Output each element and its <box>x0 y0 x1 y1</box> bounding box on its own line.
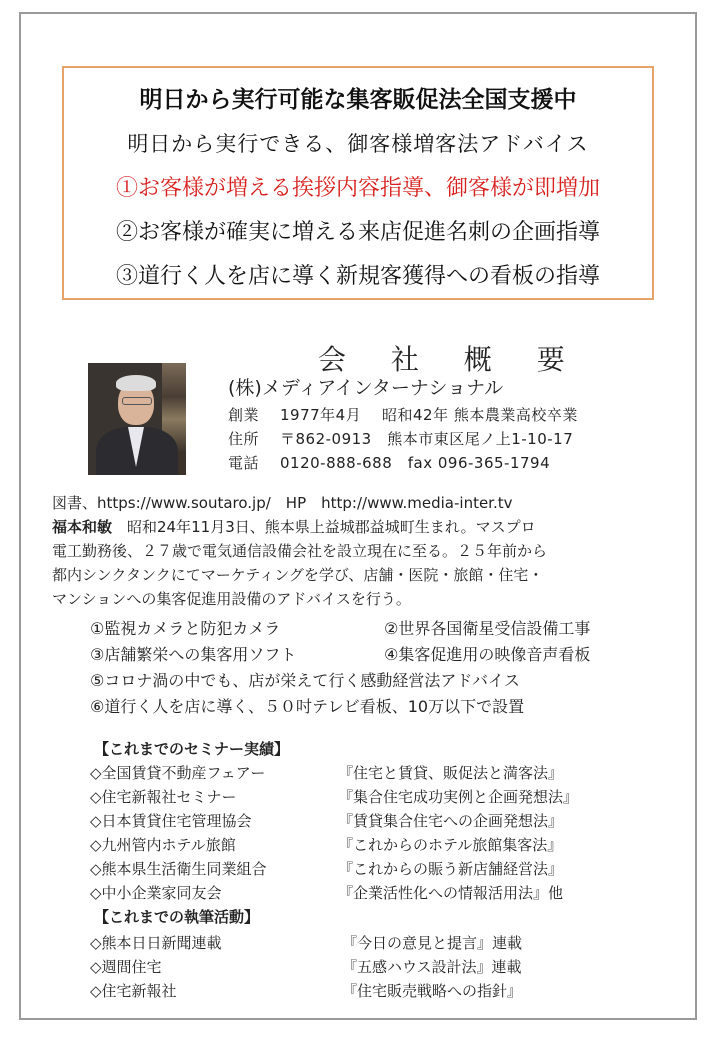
seminar-org: ◇熊本県生活衛生同業組合 <box>90 860 267 878</box>
writing-org: ◇週間住宅 <box>90 958 162 976</box>
info-value: 0120-888-688 fax 096-365-1794 <box>280 454 551 472</box>
service-item: ⑤コロナ渦の中でも、店が栄えて行く感動経営法アドバイス <box>90 671 520 690</box>
promo-banner <box>62 66 654 300</box>
seminar-topic: 『賃貸集合住宅への企画発想法』 <box>338 812 564 830</box>
bio-line-2: 電工勤務後、２７歳で電気通信設備会社を設立現在に至る。２５年前から <box>52 542 548 560</box>
writing-org: ◇熊本日日新聞連載 <box>90 934 222 952</box>
bio-line-4: マンションへの集客促進用設備のアドバイスを行う。 <box>52 590 411 608</box>
bio-name: 福本和敏 <box>52 518 113 536</box>
banner-line-2: 明日から実行できる、御客様増客法アドバイス <box>127 132 589 156</box>
writing-topic: 『五感ハウス設計法』連載 <box>342 958 522 976</box>
service-item: ⑥道行く人を店に導く、５０吋テレビ看板、10万以下で設置 <box>90 697 525 716</box>
writing-topic: 『住宅販売戦略への指針』 <box>342 982 523 1000</box>
banner-line-5: ③道行く人を店に導く新規客獲得への看板の指導 <box>115 264 600 289</box>
seminar-topic: 『住宅と賃貸、販促法と満客法』 <box>338 764 564 782</box>
seminar-org: ◇住宅新報社セミナー <box>90 788 237 806</box>
seminar-topic: 『企業活性化への情報活用法』他 <box>338 884 564 902</box>
info-label: 電話 <box>228 454 260 472</box>
seminar-org: ◇日本賃貸住宅管理協会 <box>90 812 252 830</box>
writing-org: ◇住宅新報社 <box>90 982 177 1000</box>
info-value: 1977年4月 昭和42年 熊本農業高校卒業 <box>280 406 578 424</box>
seminar-org: ◇中小企業家同友会 <box>90 884 222 902</box>
writings-title: 【これまでの執筆活動】 <box>94 908 260 926</box>
seminar-topic: 『これからのホテル旅館集客法』 <box>338 836 563 854</box>
seminar-org: ◇全国賃貸不動産フェアー <box>90 764 266 782</box>
portrait-photo <box>88 363 186 475</box>
service-item: ③店舗繁栄への集客用ソフト <box>90 645 297 664</box>
service-item: ④集客促進用の映像音声看板 <box>384 645 591 664</box>
info-row <box>228 452 550 473</box>
service-item: ①監視カメラと防犯カメラ <box>90 619 281 638</box>
info-value: 〒862-0913 熊本市東区尾ノ上1-10-17 <box>280 430 574 448</box>
seminars-title: 【これまでのセミナー実績】 <box>94 740 290 758</box>
bio-line-1-text: 昭和24年11月3日、熊本県上益城郡益城町生まれ。マスプロ <box>112 518 536 536</box>
company-name: (株)メディアインターナショナル <box>228 377 504 399</box>
info-label: 創業 <box>228 406 260 424</box>
info-label: 住所 <box>228 430 260 448</box>
seminar-org: ◇九州管内ホテル旅館 <box>90 836 236 854</box>
bio-line-3: 都内シンクタンクにてマーケティングを学び、店舗・医院・旅館・住宅・ <box>52 566 544 584</box>
banner-line-4: ②お客様が確実に増える来店促進名刺の企画指導 <box>115 220 600 245</box>
seminar-topic: 『集合住宅成功実例と企画発想法』 <box>338 788 579 806</box>
seminar-topic: 『これからの賑う新店舗経営法』 <box>338 860 564 878</box>
banner-line-3: ①お客様が増える挨拶内容指導、御客様が即増加 <box>115 176 600 201</box>
banner-line-1: 明日から実行可能な集客販促法全国支援中 <box>139 86 577 113</box>
info-row <box>228 404 578 425</box>
info-row <box>228 428 573 449</box>
bio-line-1 <box>52 516 536 537</box>
section-heading: 会 社 概 要 <box>318 343 583 376</box>
links-line: 図書、https://www.soutaro.jp/ HP http://www.media-inter.tv <box>52 494 513 512</box>
writing-topic: 『今日の意見と提言』連載 <box>342 934 523 952</box>
service-item: ②世界各国衛星受信設備工事 <box>384 619 591 638</box>
